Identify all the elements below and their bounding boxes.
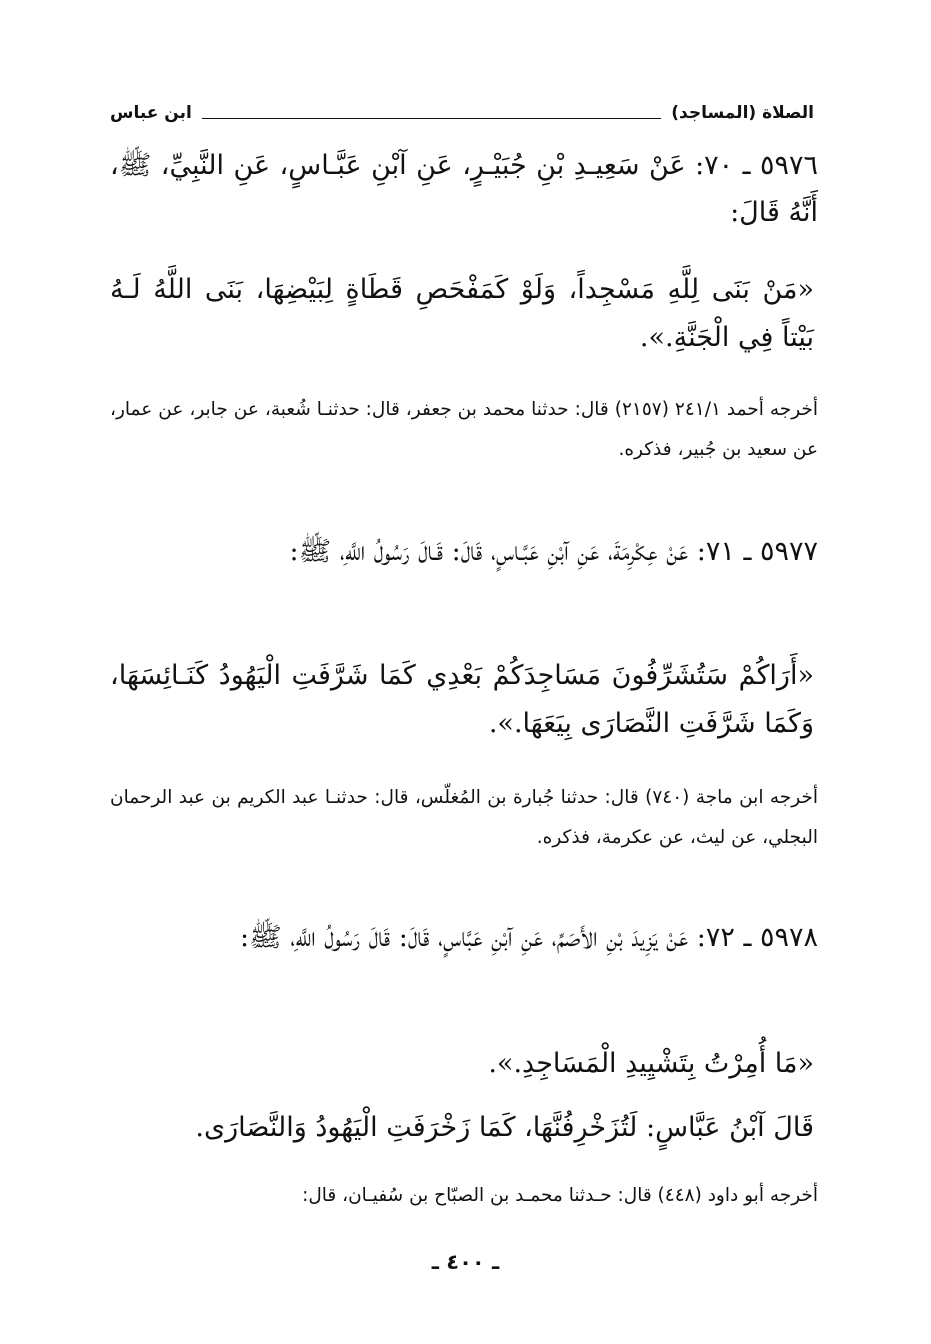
header-section-title: ابن عباس: [110, 103, 192, 123]
hadith-5976-chain: ٥٩٧٦ ـ ٧٠: عَنْ سَعِيـدِ بْنِ جُبَيْـرٍ، عَنِ آبْنِ عَبَّـاسٍ، عَنِ النَّبِيِّ، ﷺ، أَنَّهُ قَالَ:: [110, 150, 818, 228]
hadith-5976-takhrij: أخرجه أحمد ٢٤١/١ (٢١٥٧) قال: حدثنا محمد بن جعفر، قال: حدثنـا شُعبة، عن جابر، عن عمار، عن سعيد بن جُبير، فذكره.: [110, 399, 818, 460]
hadith-5978-takhrij: أخرجه أبو داود (٤٤٨) قال: حـدثنا محمـد بن الصبّاح بن سُفيـان، قال:: [302, 1185, 818, 1206]
hadith-5978-chain: ٥٩٧٨ ـ ٧٢: عَنْ يَزِيدَ بْنِ الأَصَمِّ، عَنِ آبْنِ عَبَّاسٍ، قَالَ: قَالَ رَسُولُ اللَّهِ، ﷺ:: [240, 922, 818, 953]
header-chapter-title: الصلاة (المساجد): [671, 103, 814, 123]
hadith-5976-text: «مَنْ بَنَى لِلَّهِ مَسْجِداً، وَلَوْ كَمَفْحَصِ قَطَاةٍ لِبَيْضِهَا، بَنَى اللَّهُ لَـهُ بَيْتاً فِي الْجَنَّةِ.».: [110, 274, 814, 353]
hadith-5977-text: «أَرَاكُمْ سَتُشَرِّفُونَ مَسَاجِدَكُمْ بَعْدِي كَمَا شَرَّفَتِ الْيَهُودُ كَنَـائِسَهَا، وَكَمَا شَرَّفَتِ النَّصَارَى بِيَعَهَا.».: [110, 660, 814, 739]
hadith-5977-takhrij: أخرجه ابن ماجة (٧٤٠) قال: حدثنا جُبارة بن المُغلّس، قال: حدثنـا عبد الكريم بن عبد الرحمان البجلي، عن ليث، عن عكرمة، فذكره.: [110, 787, 819, 848]
hadith-5978-ibn-abbas-note: قَالَ آبْنُ عَبَّاسٍ: لَتُزَخْرِفُنَّهَا، كَمَا زَخْرَفَتِ الْيَهُودُ وَالنَّصَارَى.: [195, 1112, 814, 1143]
header-rule: [202, 118, 661, 119]
running-header: [110, 98, 814, 128]
hadith-5977-chain: ٥٩٧٧ ـ ٧١: عَنْ عِكْرِمَةَ، عَنِ آبْنِ عَبَّـاسٍ، قَالَ: قَـالَ رَسُولُ اللَّهِ، ﷺ:: [289, 536, 818, 567]
page-number: ـ ٤٠٠ ـ: [431, 1250, 500, 1274]
hadith-5978-text: «مَا أُمِرْتُ بِتَشْيِيدِ الْمَسَاجِدِ.».: [488, 1048, 814, 1079]
